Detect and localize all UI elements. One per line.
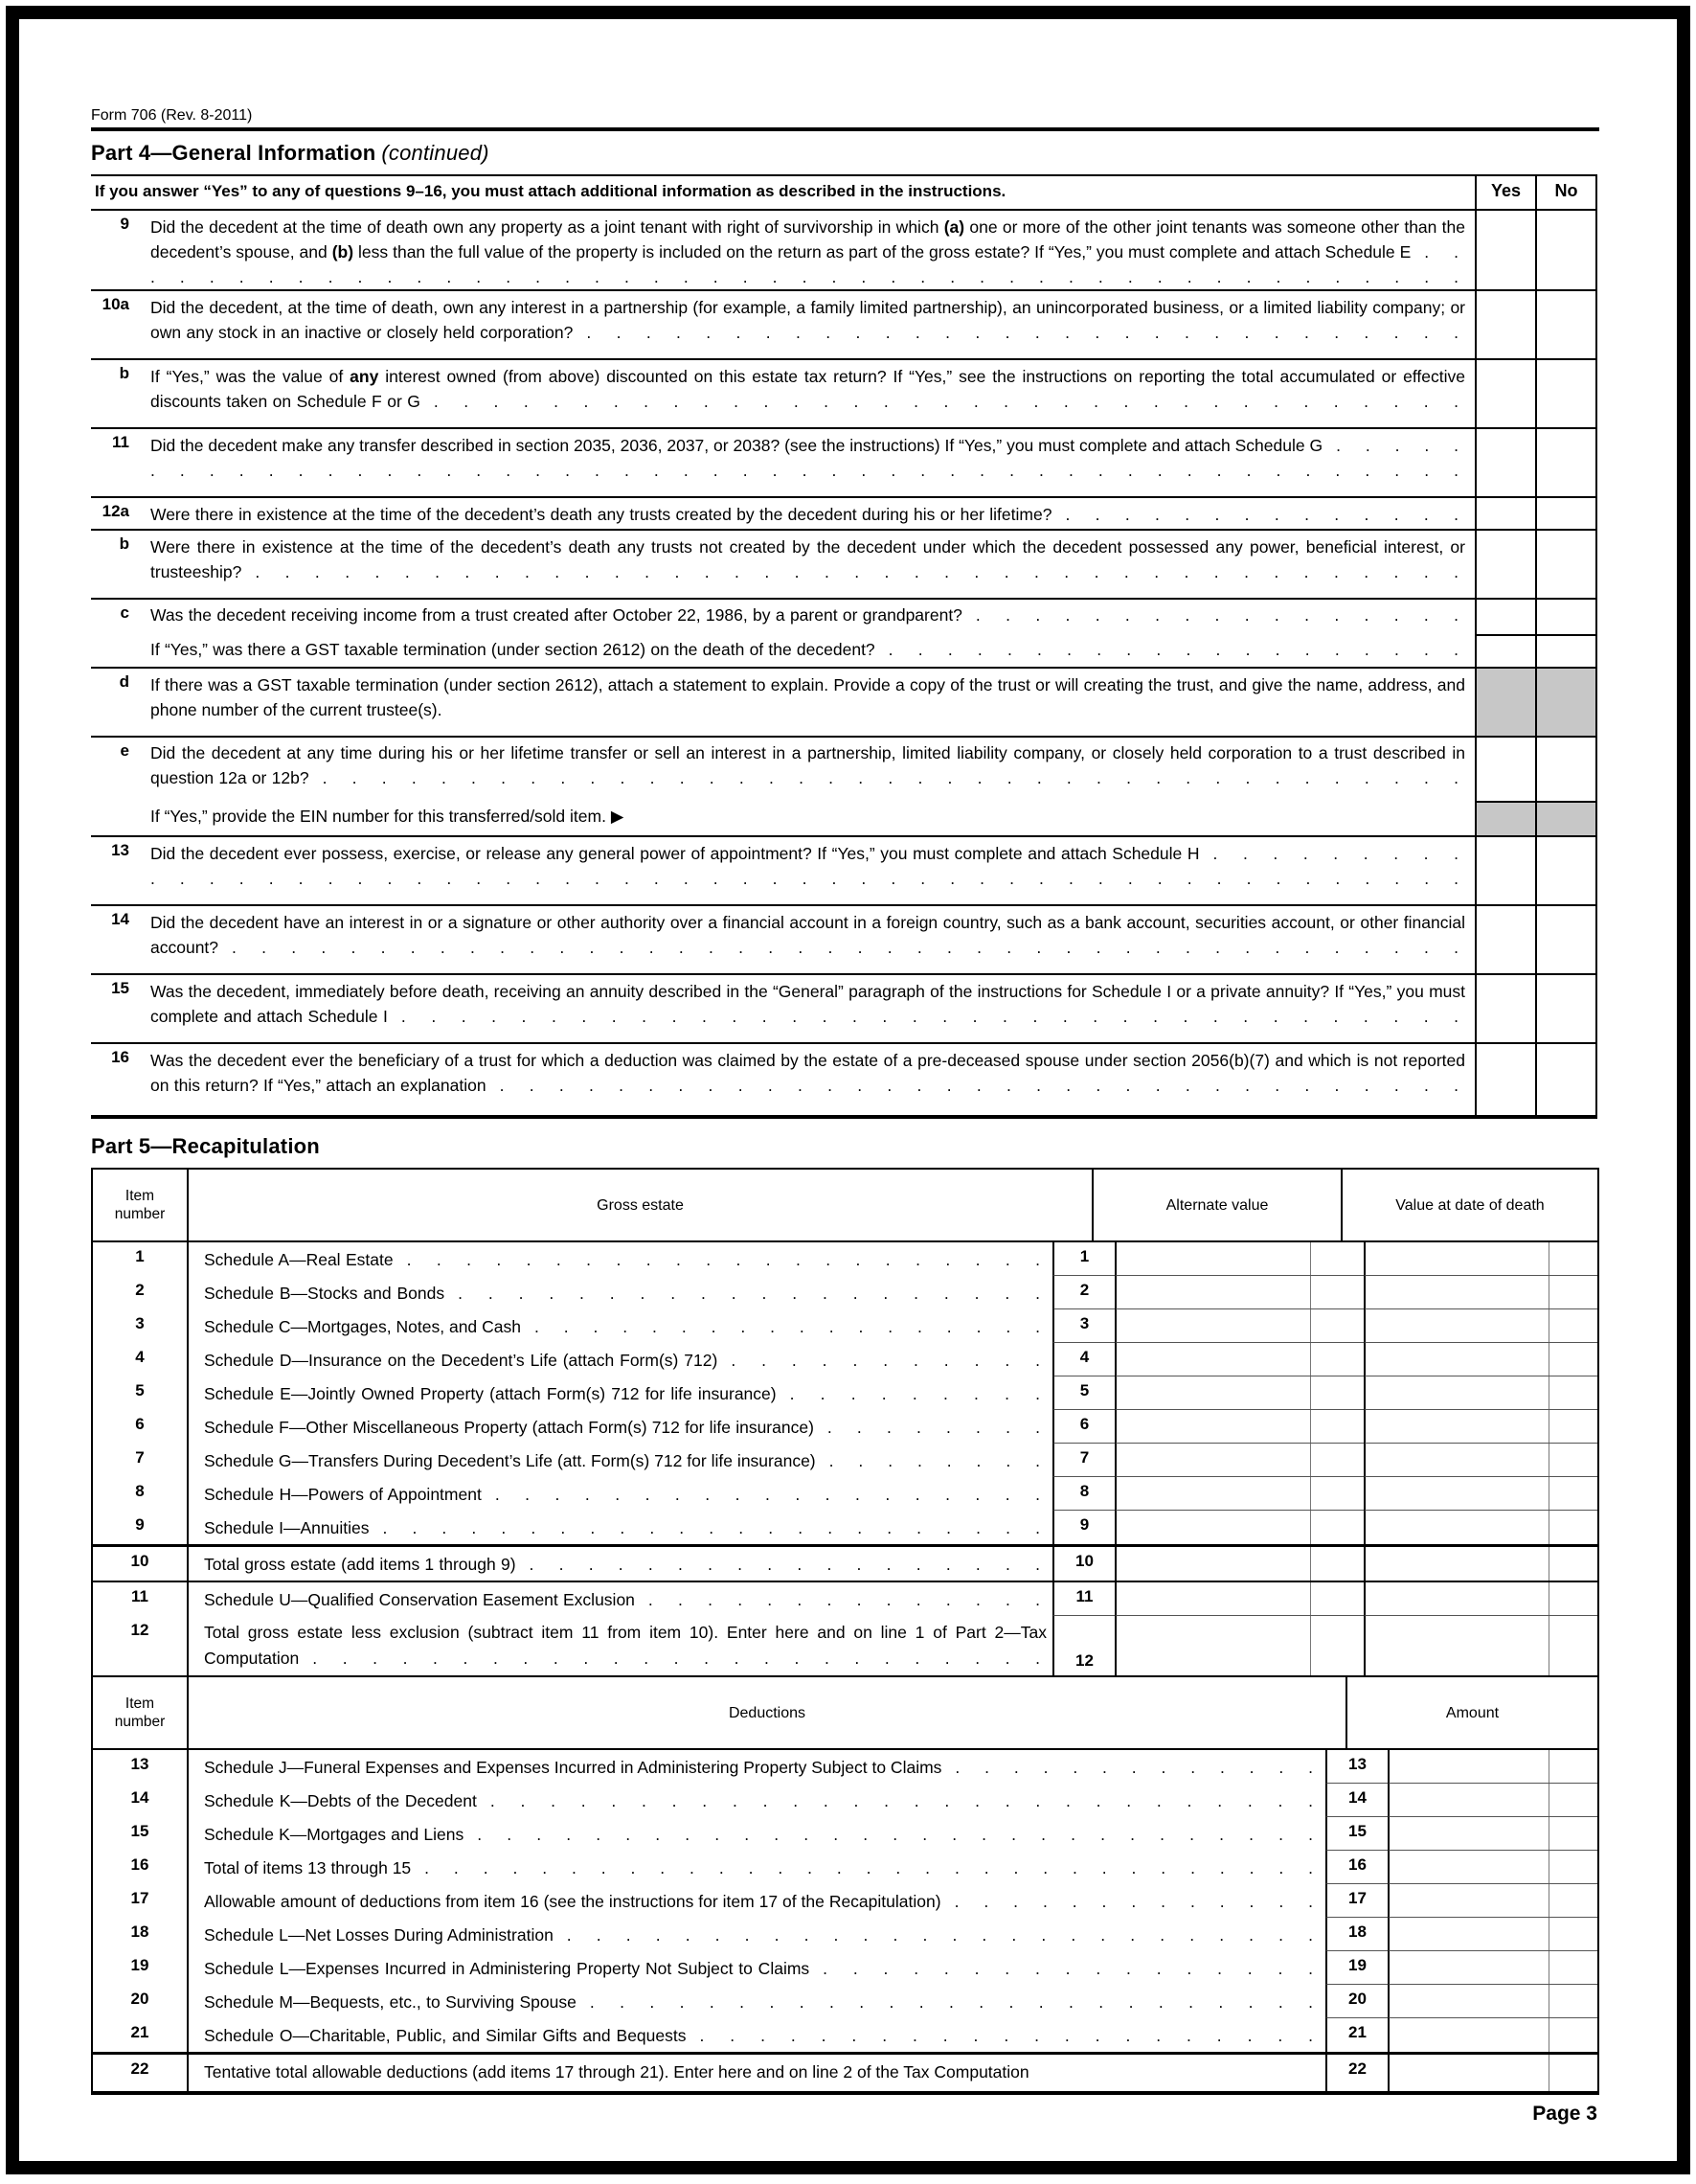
ein-prompt-text: If “Yes,” provide the EIN number for this transferred/sold item. <box>150 807 606 826</box>
part4-instruction: If you answer “Yes” to any of questions 9–16, you must attach additional information as described in the instructions. <box>95 182 1006 200</box>
item-number: 19 <box>93 1951 189 1985</box>
date-of-death-value-cell[interactable] <box>1364 1582 1597 1616</box>
q11-no-cell[interactable] <box>1535 429 1595 496</box>
deduction-row-21 <box>93 2018 1597 2055</box>
question-number: 10a <box>102 295 129 313</box>
row-description: Total gross estate (add items 1 through 9) . . . <box>189 1547 1052 1580</box>
part4-title-continued: (continued) <box>381 141 489 165</box>
row-description: Allowable amount of deductions from item 16 (see the instructions for item 17 of the Recapitulation) . . . <box>189 1884 1325 1917</box>
alternate-value-cell[interactable] <box>1115 1343 1364 1376</box>
alternate-value-column-header: Alternate value <box>1094 1170 1343 1240</box>
item-number: 5 <box>93 1376 189 1410</box>
gross-row-8 <box>93 1477 1597 1511</box>
alternate-value-cell[interactable] <box>1115 1309 1364 1343</box>
q12e-ein-no-cell-shaded <box>1535 801 1595 835</box>
alternate-value-cell[interactable] <box>1115 1242 1364 1276</box>
part4-instruction-row <box>91 176 1595 209</box>
deductions-column-header: Deductions <box>189 1677 1347 1748</box>
q12e-yes-cell[interactable] <box>1475 738 1535 801</box>
line-number: 9 <box>1052 1511 1115 1544</box>
question-number: 12a <box>102 502 129 520</box>
date-of-death-value-cell[interactable] <box>1364 1616 1597 1675</box>
gross-row-2 <box>93 1276 1597 1309</box>
line-number: 16 <box>1325 1851 1388 1884</box>
question-14-row <box>91 904 1595 973</box>
date-of-death-value-cell[interactable] <box>1364 1511 1597 1544</box>
deduction-row-22-tentative-total <box>93 2055 1597 2091</box>
q12c2-yes-cell[interactable] <box>1475 634 1535 667</box>
gross-estate-column-header: Gross estate <box>189 1170 1094 1240</box>
item-number: 16 <box>93 1851 189 1884</box>
line-number: 1 <box>1052 1242 1115 1276</box>
q10a-yes-cell[interactable] <box>1475 291 1535 358</box>
q12b-yes-cell[interactable] <box>1475 531 1535 598</box>
deduction-row-16 <box>93 1851 1597 1884</box>
item-number: 10 <box>93 1547 189 1581</box>
question-text: Was the decedent receiving income from a trust created after October 22, 1986, by a parent or grandparent? . . . <box>139 600 1475 628</box>
line-number: 18 <box>1325 1918 1388 1951</box>
question-10b-row <box>91 358 1595 427</box>
date-of-death-value-cell[interactable] <box>1364 1242 1597 1276</box>
question-number: 11 <box>112 433 129 451</box>
question-12a-row <box>91 496 1595 529</box>
deduction-row-17 <box>93 1884 1597 1918</box>
amount-cell[interactable] <box>1388 1884 1597 1918</box>
question-number: 15 <box>111 979 129 997</box>
alternate-value-cell[interactable] <box>1115 1444 1364 1477</box>
q12c1-yes-cell[interactable] <box>1475 600 1535 634</box>
q14-yes-cell[interactable] <box>1475 906 1535 973</box>
question-number: 13 <box>111 841 129 859</box>
date-of-death-value-cell[interactable] <box>1364 1444 1597 1477</box>
q10b-no-cell[interactable] <box>1535 360 1595 427</box>
item-number: 4 <box>93 1343 189 1376</box>
alternate-value-cell[interactable] <box>1115 1477 1364 1511</box>
part5-title-text: Part 5—Recapitulation <box>91 1134 320 1158</box>
date-of-death-value-cell[interactable] <box>1364 1376 1597 1410</box>
row-description: Schedule C—Mortgages, Notes, and Cash . . . <box>189 1309 1052 1342</box>
deductions-header-row <box>93 1675 1597 1750</box>
q12b-no-cell[interactable] <box>1535 531 1595 598</box>
question-number: c <box>120 603 129 622</box>
amount-cell[interactable] <box>1388 1851 1597 1884</box>
row-description: Tentative total allowable deductions (add items 17 through 21). Enter here and on line 2 of the Tax Computation <box>204 2062 1029 2082</box>
line-number: 20 <box>1325 1985 1388 2018</box>
alternate-value-cell[interactable] <box>1115 1511 1364 1544</box>
amount-column-header: Amount <box>1445 1704 1500 1721</box>
q13-no-cell[interactable] <box>1535 837 1595 904</box>
question-text: Was the decedent, immediately before death, receiving an annuity described in the “General” paragraph of the instructions for Schedule I or a private annuity? If “Yes,” you must complete and attach Schedule I . . . <box>139 975 1475 1030</box>
question-12e-sublines <box>139 738 1595 835</box>
question-text: Were there in existence at the time of the decedent’s death any trusts created by the decedent during his or her lifetime? . . . <box>139 498 1475 528</box>
item-number: 9 <box>93 1511 189 1544</box>
amount-cell[interactable] <box>1388 1784 1597 1817</box>
amount-cell[interactable] <box>1388 2018 1597 2052</box>
row-description: Total gross estate less exclusion (subtract item 11 from item 10). Enter here and on line 1 of Part 2—Tax Computation . . . <box>189 1616 1052 1673</box>
q12a-no-cell[interactable] <box>1535 498 1595 529</box>
item-number: 14 <box>93 1784 189 1817</box>
item-number: 12 <box>93 1616 189 1675</box>
ein-pointer-icon: ▶ <box>610 807 624 826</box>
row-description: Schedule L—Expenses Incurred in Administering Property Not Subject to Claims . . . <box>189 1951 1325 1984</box>
form-id-header: Form 706 (Rev. 8-2011) <box>91 107 1599 131</box>
gross-row-10-total <box>93 1547 1597 1582</box>
question-12d-row <box>91 667 1595 736</box>
date-of-death-value-cell[interactable] <box>1364 1477 1597 1511</box>
alternate-value-cell[interactable] <box>1115 1547 1364 1581</box>
row-description: Schedule G—Transfers During Decedent’s Life (att. Form(s) 712 for life insurance) . . . <box>189 1444 1052 1476</box>
question-number: 9 <box>120 215 129 233</box>
deduction-row-13 <box>93 1750 1597 1784</box>
question-text: Was the decedent ever the beneficiary of a trust for which a deduction was claimed by the estate of a pre-deceased spouse under section 2056(b)(7) and which is not reported on this return? If “Yes,” attach an explanation . . . <box>139 1044 1475 1099</box>
gross-row-12-total-less-exclusion <box>93 1616 1597 1675</box>
row-description: Schedule K—Debts of the Decedent . . . <box>189 1784 1325 1816</box>
question-12c-row <box>91 598 1595 667</box>
item-number: 8 <box>93 1477 189 1511</box>
q12c2-no-cell[interactable] <box>1535 634 1595 667</box>
q12c1-no-cell[interactable] <box>1535 600 1595 634</box>
alternate-value-cell[interactable] <box>1115 1276 1364 1309</box>
alternate-value-cell[interactable] <box>1115 1582 1364 1616</box>
amount-cell[interactable] <box>1388 1750 1597 1784</box>
question-12c-line1-row <box>139 600 1595 634</box>
row-description: Schedule O—Charitable, Public, and Similar Gifts and Bequests . . . <box>189 2018 1325 2051</box>
row-description: Schedule U—Qualified Conservation Easement Exclusion . . . <box>189 1582 1052 1615</box>
question-text: If “Yes,” was the value of any interest owned (from above) discounted on this estate tax return? If “Yes,” see the instructions on reporting the total accumulated or effective discounts taken on Schedule F or G . . . <box>139 360 1475 415</box>
page-number: Page 3 <box>1532 2103 1597 2125</box>
row-description: Schedule E—Jointly Owned Property (attach Form(s) 712 for life insurance) . . . <box>189 1376 1052 1409</box>
question-text: Did the decedent at the time of death own any property as a joint tenant with right of survivorship in which (a) one or more of the other joint tenants was someone other than the decedent’s spouse, and (b) less than the full value of the property is included on the return as part of the gross estate? If “Yes,” you must complete and attach Schedule E . . . <box>139 211 1475 290</box>
alternate-value-cell[interactable] <box>1115 1410 1364 1444</box>
line-number: 13 <box>1325 1750 1388 1784</box>
line-number: 12 <box>1052 1616 1115 1675</box>
item-number: 15 <box>93 1817 189 1851</box>
line-number: 22 <box>1325 2055 1388 2091</box>
date-of-death-value-cell[interactable] <box>1364 1276 1597 1309</box>
q14-no-cell[interactable] <box>1535 906 1595 973</box>
line-number: 15 <box>1325 1817 1388 1851</box>
line-number: 14 <box>1325 1784 1388 1817</box>
q15-yes-cell[interactable] <box>1475 975 1535 1042</box>
deduction-row-14 <box>93 1784 1597 1817</box>
gross-estate-header-row <box>93 1170 1597 1242</box>
amount-cell[interactable] <box>1388 1918 1597 1951</box>
row-description: Schedule B—Stocks and Bonds . . . <box>189 1276 1052 1308</box>
item-number: 13 <box>93 1750 189 1784</box>
item-number: 3 <box>93 1309 189 1343</box>
amount-cell[interactable] <box>1388 1817 1597 1851</box>
item-number-column-header: Item number <box>93 1170 189 1240</box>
question-number: d <box>119 672 129 691</box>
part5-title <box>91 1134 1599 1159</box>
q9-yes-cell[interactable] <box>1475 211 1535 289</box>
question-number: b <box>119 364 129 382</box>
line-number: 17 <box>1325 1884 1388 1918</box>
row-description: Schedule H—Powers of Appointment . . . <box>189 1477 1052 1510</box>
deduction-row-19 <box>93 1951 1597 1985</box>
line-number: 3 <box>1052 1309 1115 1343</box>
question-11-row <box>91 427 1595 496</box>
item-number-column-header: Item number <box>93 1677 189 1748</box>
question-12b-row <box>91 529 1595 598</box>
q12e-ein-yes-cell-shaded <box>1475 801 1535 835</box>
item-number: 2 <box>93 1276 189 1309</box>
question-number: 14 <box>111 910 129 928</box>
row-description: Schedule M—Bequests, etc., to Surviving Spouse . . . <box>189 1985 1325 2017</box>
question-number: e <box>120 741 129 760</box>
q10a-no-cell[interactable] <box>1535 291 1595 358</box>
line-number: 6 <box>1052 1410 1115 1444</box>
item-number: 1 <box>93 1242 189 1276</box>
part4-title-text: Part 4—General Information <box>91 141 376 165</box>
question-text: Did the decedent, at the time of death, own any interest in a partnership (for example, a family limited partnership), an unincorporated business, or a limited liability company; or own any stock in an inactive or closely held corporation? . . . <box>139 291 1475 346</box>
q16-no-cell[interactable] <box>1535 1044 1595 1115</box>
question-13-row <box>91 835 1595 904</box>
q11-yes-cell[interactable] <box>1475 429 1535 496</box>
q12a-yes-cell[interactable] <box>1475 498 1535 529</box>
item-number: 7 <box>93 1444 189 1477</box>
line-number: 7 <box>1052 1444 1115 1477</box>
deduction-row-18 <box>93 1918 1597 1951</box>
page-content <box>91 107 1599 2126</box>
line-number: 21 <box>1325 2018 1388 2052</box>
line-number: 2 <box>1052 1276 1115 1309</box>
ein-prompt <box>139 801 1475 830</box>
q16-yes-cell[interactable] <box>1475 1044 1535 1115</box>
alternate-value-cell[interactable] <box>1115 1376 1364 1410</box>
deduction-row-20 <box>93 1985 1597 2018</box>
question-text: Did the decedent have an interest in or a signature or other authority over a financial account in a foreign country, such as a bank account, securities account, or other financial account? . . . <box>139 906 1475 961</box>
question-16-row <box>91 1042 1595 1115</box>
question-number: b <box>119 535 129 553</box>
line-number: 10 <box>1052 1547 1115 1581</box>
gross-row-9 <box>93 1511 1597 1547</box>
question-number: 16 <box>111 1048 129 1066</box>
part5-recapitulation-table <box>91 1168 1599 2095</box>
q13-yes-cell[interactable] <box>1475 837 1535 904</box>
row-description: Schedule D—Insurance on the Decedent’s Life (attach Form(s) 712) . . . <box>189 1343 1052 1376</box>
line-number: 5 <box>1052 1376 1115 1410</box>
gross-row-11 <box>93 1582 1597 1616</box>
question-12c-line2-row <box>139 634 1595 667</box>
question-12e-row <box>91 736 1595 835</box>
amount-cell[interactable] <box>1388 2055 1597 2091</box>
q12d-no-cell-shaded <box>1535 669 1595 736</box>
line-number: 4 <box>1052 1343 1115 1376</box>
item-number: 22 <box>93 2055 189 2091</box>
question-text: If there was a GST taxable termination (under section 2612), attach a statement to explain. Provide a copy of the trust or will creating the trust, and give the name, address, and phone number of the current trustee(s). <box>150 675 1465 719</box>
question-9-row <box>91 209 1595 289</box>
q9-no-cell[interactable] <box>1535 211 1595 289</box>
item-number: 11 <box>93 1582 189 1616</box>
row-description: Schedule A—Real Estate . . . <box>189 1242 1052 1275</box>
q12e-no-cell[interactable] <box>1535 738 1595 801</box>
row-description: Schedule L—Net Losses During Administration . . . <box>189 1918 1325 1950</box>
value-at-death-column-header: Value at date of death <box>1395 1196 1545 1214</box>
row-description: Schedule I—Annuities . . . <box>189 1511 1052 1543</box>
question-text: If “Yes,” was there a GST taxable termination (under section 2612) on the death of the decedent? . . . <box>139 634 1475 663</box>
question-10a-row <box>91 289 1595 358</box>
question-12e-main-row <box>139 738 1595 801</box>
gross-row-5 <box>93 1376 1597 1410</box>
item-number: 18 <box>93 1918 189 1951</box>
question-text: Did the decedent ever possess, exercise, or release any general power of appointment? If “Yes,” you must complete and attach Schedule H . . . <box>139 837 1475 892</box>
row-description: Total of items 13 through 15 . . . <box>189 1851 1325 1883</box>
gross-row-7 <box>93 1444 1597 1477</box>
date-of-death-value-cell[interactable] <box>1364 1410 1597 1444</box>
yes-column-header: Yes <box>1475 176 1535 209</box>
q12d-yes-cell-shaded <box>1475 669 1535 736</box>
part4-questions-table <box>91 174 1597 1119</box>
date-of-death-value-cell[interactable] <box>1364 1309 1597 1343</box>
question-text: Did the decedent make any transfer described in section 2035, 2036, 2037, or 2038? (see the instructions) If “Yes,” you must complete and attach Schedule G . . . <box>139 429 1475 484</box>
item-number: 21 <box>93 2018 189 2052</box>
part4-title <box>91 141 1599 166</box>
question-15-row <box>91 973 1595 1042</box>
question-text: Did the decedent at any time during his or her lifetime transfer or sell an interest in a partnership, limited liability company, or closely held corporation to a trust described in question 12a or 12b? . . . <box>139 738 1475 791</box>
gross-row-6 <box>93 1410 1597 1444</box>
amount-cell[interactable] <box>1388 1951 1597 1985</box>
q15-no-cell[interactable] <box>1535 975 1595 1042</box>
question-text: Were there in existence at the time of the decedent’s death any trusts not created by the decedent under which the decedent possessed any power, beneficial interest, or trusteeship? . . . <box>139 531 1475 585</box>
no-column-header: No <box>1535 176 1595 209</box>
date-of-death-value-cell[interactable] <box>1364 1343 1597 1376</box>
item-number: 6 <box>93 1410 189 1444</box>
row-description: Schedule K—Mortgages and Liens . . . <box>189 1817 1325 1850</box>
line-number: 11 <box>1052 1582 1115 1616</box>
question-12e-ein-row <box>139 801 1595 835</box>
item-number: 17 <box>93 1884 189 1918</box>
line-number: 19 <box>1325 1951 1388 1985</box>
line-number: 8 <box>1052 1477 1115 1511</box>
deduction-row-15 <box>93 1817 1597 1851</box>
row-description: Schedule F—Other Miscellaneous Property (attach Form(s) 712 for life insurance) . . . <box>189 1410 1052 1443</box>
amount-cell[interactable] <box>1388 1985 1597 2018</box>
question-12c-sublines <box>139 600 1595 667</box>
q10b-yes-cell[interactable] <box>1475 360 1535 427</box>
gross-row-4 <box>93 1343 1597 1376</box>
alternate-value-cell[interactable] <box>1115 1616 1364 1675</box>
gross-row-1 <box>93 1242 1597 1276</box>
item-number: 20 <box>93 1985 189 2018</box>
date-of-death-value-cell[interactable] <box>1364 1547 1597 1581</box>
row-description: Schedule J—Funeral Expenses and Expenses Incurred in Administering Property Subject to Claims . . . <box>189 1750 1325 1783</box>
gross-row-3 <box>93 1309 1597 1343</box>
